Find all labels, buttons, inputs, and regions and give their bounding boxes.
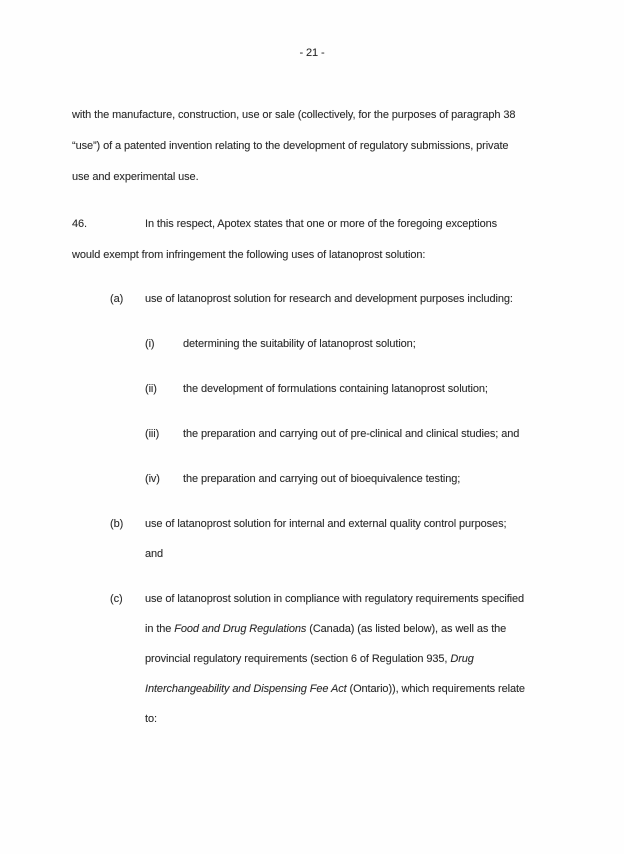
paragraph-46 <box>72 209 568 271</box>
subitem-iv-text: the preparation and carrying out of bioequivalence testing; <box>183 473 461 485</box>
italic-citation-drug: Drug <box>450 653 474 665</box>
list-item-b-label: (b) <box>110 518 124 530</box>
list-item-a-content <box>145 284 568 314</box>
subitem-iii-content <box>183 419 568 449</box>
subitem-ii-content <box>183 374 568 404</box>
list-item-c-line-2 <box>145 614 568 644</box>
list-item-b-content <box>145 509 568 569</box>
list-item-c-line-5: to: <box>145 713 157 725</box>
subitem-i-text: determining the suitability of latanoprost solution; <box>183 338 416 350</box>
list-item-c-line-1: use of latanoprost solution in compliance with regulatory requirements specified <box>145 593 525 605</box>
subitem-ii-label: (ii) <box>145 383 157 395</box>
list-item-c-content <box>145 584 568 734</box>
subitem-i-label: (i) <box>145 338 155 350</box>
list-item-c-line-2-pre: in the <box>145 623 175 635</box>
list-item-c-line-4 <box>145 674 568 704</box>
list-item-b-line-1: use of latanoprost solution for internal and external quality control purposes; <box>145 518 507 530</box>
document-body <box>72 100 568 734</box>
subitem-ii-text: the development of formulations containing latanoprost solution; <box>183 383 488 395</box>
paragraph-46-line-1 <box>72 209 568 240</box>
subitem-i-content <box>183 329 568 359</box>
list-item-c <box>72 584 568 734</box>
page-number: - 21 - <box>299 47 325 59</box>
subitem-iv-label: (iv) <box>145 473 160 485</box>
list-item-c-line-3 <box>145 644 568 674</box>
list-item-b <box>72 509 568 569</box>
subitem-iii-text: the preparation and carrying out of pre-clinical and clinical studies; and <box>183 428 520 440</box>
subitem-iii-label: (iii) <box>145 428 160 440</box>
list-item-c-line-2-post: (Canada) (as listed below), as well as the <box>306 623 507 635</box>
subitem-iv-content <box>183 464 568 494</box>
list-item-a-text: use of latanoprost solution for research and development purposes including: <box>145 293 513 305</box>
paragraph-46-text: In this respect, Apotex states that one or more of the foregoing exceptions <box>145 218 498 230</box>
paragraph-46-number: 46. <box>72 218 87 230</box>
list-item-c-line-3-pre: provincial regulatory requirements (section 6 of Regulation 935, <box>145 653 451 665</box>
intro-line-1: with the manufacture, construction, use or sale (collectively, for the purposes of paragraph 38 <box>72 109 516 121</box>
list-item-c-line-4-post: (Ontario)), which requirements relate <box>346 683 525 695</box>
list-item-c-label: (c) <box>110 593 123 605</box>
list-item-a-label: (a) <box>110 293 124 305</box>
subitem-ii <box>72 374 568 404</box>
list-item-b-line-2: and <box>145 548 164 560</box>
subitem-iii <box>72 419 568 449</box>
italic-citation-food-drug-regulations: Food and Drug Regulations <box>174 623 307 635</box>
intro-line-2: “use”) of a patented invention relating to the development of regulatory submissions, private <box>72 140 509 152</box>
subitem-iv <box>72 464 568 494</box>
paragraph-46-line-2: would exempt from infringement the following uses of latanoprost solution: <box>72 249 426 261</box>
list-item-a <box>72 284 568 314</box>
subitem-i <box>72 329 568 359</box>
italic-citation-interchangeability-act: Interchangeability and Dispensing Fee Act <box>145 683 347 695</box>
intro-line-3: use and experimental use. <box>72 171 199 183</box>
intro-paragraph <box>72 100 568 193</box>
